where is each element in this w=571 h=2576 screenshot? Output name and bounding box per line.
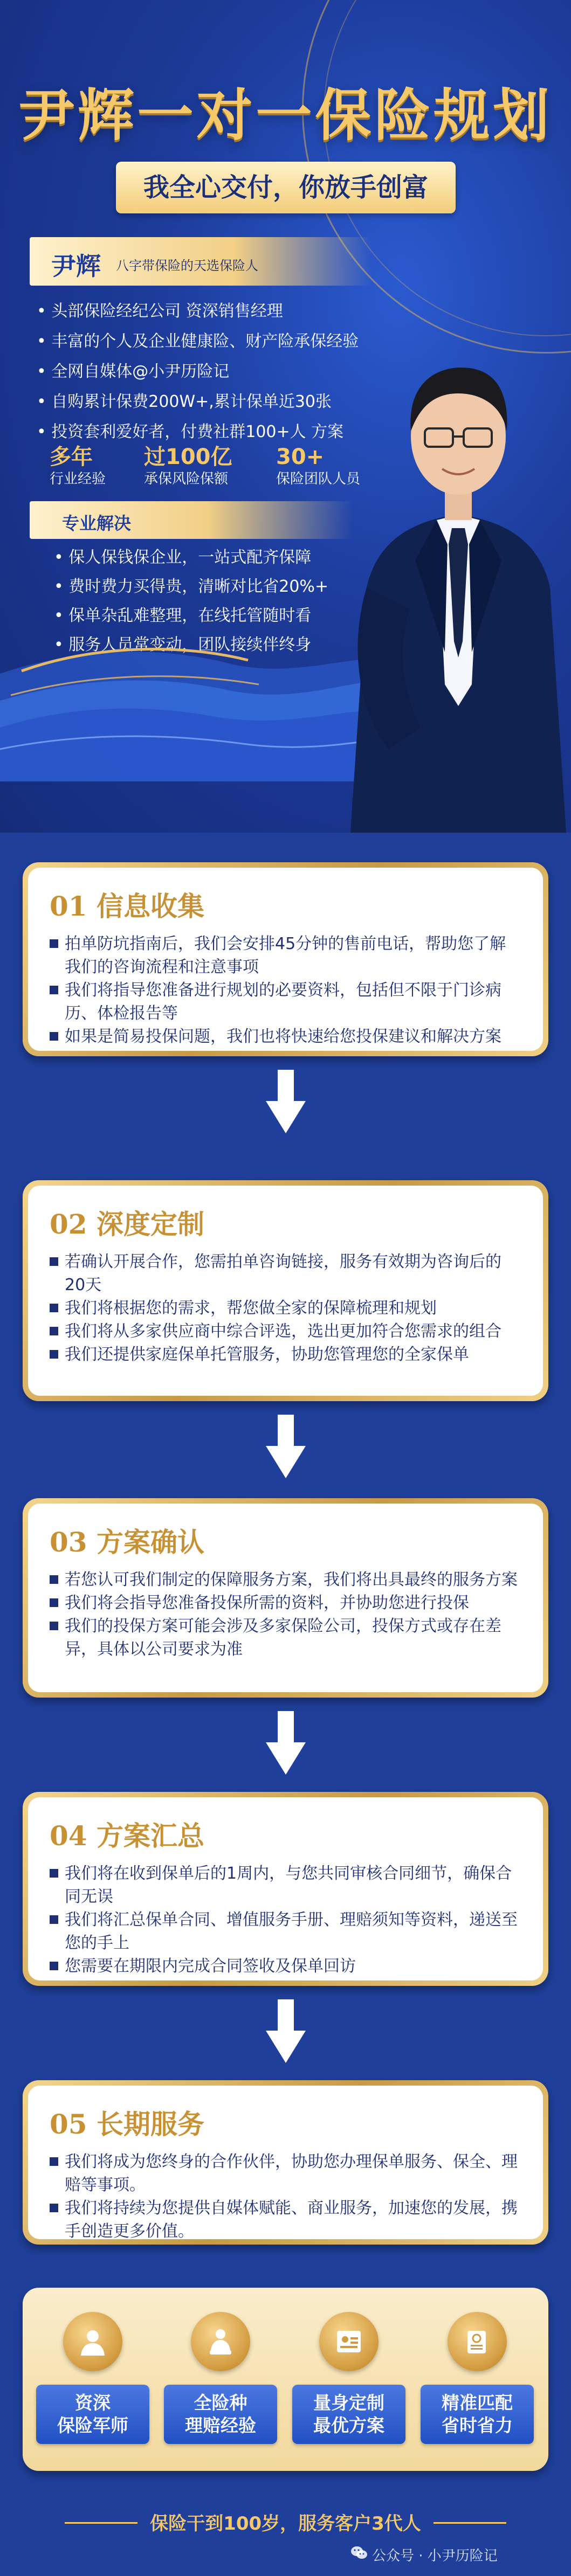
down-arrow-icon xyxy=(266,1415,306,1479)
step-card-05 xyxy=(23,2080,548,2245)
bio-item: • 投资套利爱好者，付费社群100+人 方案 xyxy=(37,417,382,447)
advisor-name: 尹辉 xyxy=(51,252,101,281)
stat-number: 过100亿 xyxy=(144,445,232,469)
step-title: 03 方案确认 xyxy=(50,1526,204,1558)
stat-label: 保险团队人员 xyxy=(276,471,361,487)
plan-icon xyxy=(319,2312,379,2371)
step-card-02 xyxy=(23,1180,548,1401)
stat-label: 行业经验 xyxy=(50,471,106,487)
bio-item: • 全网自媒体@小尹历险记 xyxy=(37,357,382,387)
feature-label: 保险军师 xyxy=(57,2415,128,2436)
advisor-tagline: 八字带保险的天选保险人 xyxy=(116,258,258,273)
step-points xyxy=(50,1568,521,1661)
feature-label: 理赔经验 xyxy=(185,2415,256,2436)
pro-item: • 服务人员常变动，团队接续伴终身 xyxy=(54,631,377,660)
step-card-body xyxy=(28,868,543,1051)
down-arrow-icon xyxy=(266,1711,306,1776)
feature-label-box xyxy=(36,2385,149,2444)
pro-solution-title: 专业解决 xyxy=(62,513,132,534)
step-point: 我们的投保方案可能会涉及多家保险公司，投保方式或存在差异，具体以公司要求为准 xyxy=(50,1615,521,1661)
step-point: 若您认可我们制定的保障服务方案，我们将出具最终的服务方案 xyxy=(50,1568,521,1591)
down-arrow-icon xyxy=(266,1070,306,1134)
stat-coverage xyxy=(144,445,232,489)
step-card-body xyxy=(28,1186,543,1396)
step-point: 我们还提供家庭保单托管服务，协助您管理您的全家保单 xyxy=(50,1343,521,1366)
feature-label: 量身定制 xyxy=(313,2392,384,2413)
slogan-banner xyxy=(116,162,456,213)
feature-label-box xyxy=(164,2385,277,2444)
wechat-icon xyxy=(350,2545,368,2561)
stats-row xyxy=(50,445,384,493)
feature-claims xyxy=(164,2312,277,2452)
step-title: 01 信息收集 xyxy=(50,890,204,922)
feature-label: 省时省力 xyxy=(442,2415,513,2436)
step-title: 05 长期服务 xyxy=(50,2108,204,2140)
footer-motto: 保险干到100岁，服务客户3代人 xyxy=(150,2513,421,2535)
bio-item: • 头部保险经纪公司 资深销售经理 xyxy=(37,296,382,327)
pro-item: • 费时费力买得贵，清晰对比省20%+ xyxy=(54,572,377,601)
step-point: 我们将汇总保单合同、增值服务手册、理赔须知等资料，递送至您的手上 xyxy=(50,1908,521,1955)
step-point: 您需要在期限内完成合同签收及保单回访 xyxy=(50,1955,521,1978)
page-title: 尹辉一对一保险规划 xyxy=(18,82,553,148)
step-point: 我们将成为您终身的合作伙伴，协助您办理保单服务、保全、理赔等事项。 xyxy=(50,2150,521,2197)
feature-advisor xyxy=(36,2312,149,2452)
step-points xyxy=(50,1862,521,1978)
stat-number: 30+ xyxy=(276,445,325,469)
feature-label: 最优方案 xyxy=(313,2415,384,2436)
pro-item: • 保人保钱保企业，一站式配齐保障 xyxy=(54,543,377,572)
down-arrow-icon xyxy=(266,1999,306,2064)
step-card-01 xyxy=(23,862,548,1056)
step-point: 我们将根据您的需求，帮您做全家的保障梳理和规划 xyxy=(50,1297,521,1320)
stat-experience xyxy=(50,445,106,489)
advisor-bio-list xyxy=(37,296,382,447)
footer-divider xyxy=(434,2522,506,2524)
feature-label: 精准匹配 xyxy=(442,2392,513,2413)
step-point: 如果是简易投保问题，我们也将快速给您投保建议和解决方案 xyxy=(50,1025,521,1048)
feature-plan xyxy=(292,2312,405,2452)
step-title: 04 方案汇总 xyxy=(50,1820,204,1852)
stat-number: 多年 xyxy=(50,445,93,469)
step-point: 我们将持续为您提供自媒体赋能、商业服务，加速您的发展，携手创造更多价值。 xyxy=(50,2197,521,2243)
watermark-text: 公众号 · 小尹历险记 xyxy=(372,2548,498,2564)
step-card-04 xyxy=(23,1792,548,1986)
match-icon xyxy=(448,2312,507,2371)
pro-solution-banner xyxy=(30,501,353,539)
step-point: 拍单防坑指南后，我们会安排45分钟的售前电话，帮助您了解我们的咨询流程和注意事项 xyxy=(50,932,521,979)
bio-item: • 丰富的个人及企业健康险、财产险承保经验 xyxy=(37,327,382,357)
stat-label: 承保风险保额 xyxy=(144,471,229,487)
step-point: 我们将会指导您准备投保所需的资料，并协助您进行投保 xyxy=(50,1591,521,1615)
feature-label: 资深 xyxy=(75,2392,111,2413)
features-panel xyxy=(23,2288,548,2471)
step-title: 02 深度定制 xyxy=(50,1208,204,1240)
pro-item: • 保单杂乱难整理，在线托管随时看 xyxy=(54,601,377,631)
feature-label-box xyxy=(292,2385,405,2444)
feature-label: 全险种 xyxy=(194,2392,247,2413)
slogan-text: 我全心交付，你放手创富 xyxy=(143,172,428,203)
step-points xyxy=(50,932,521,1048)
step-points xyxy=(50,2150,521,2243)
feature-label-box xyxy=(421,2385,534,2444)
advisor-icon xyxy=(63,2312,122,2371)
step-card-body xyxy=(28,1797,543,1981)
step-point: 我们将从多家供应商中综合评选，选出更加符合您需求的组合 xyxy=(50,1320,521,1343)
advisor-portrait xyxy=(345,307,571,833)
step-point: 若确认开展合作，您需拍单咨询链接，服务有效期为咨询后的20天 xyxy=(50,1250,521,1297)
step-point: 我们将在收到保单后的1周内，与您共同审核合同细节，确保合同无误 xyxy=(50,1862,521,1908)
step-points xyxy=(50,1250,521,1366)
hero-section xyxy=(0,0,571,833)
step-card-body xyxy=(28,1504,543,1692)
bio-item: • 自购累计保费200W+,累计保单近30张 xyxy=(37,387,382,417)
step-card-03 xyxy=(23,1498,548,1698)
name-banner xyxy=(30,237,372,286)
feature-match xyxy=(421,2312,534,2452)
step-card-body xyxy=(28,2086,543,2239)
step-point: 我们将指导您准备进行规划的必要资料，包括但不限于门诊病历、体检报告等 xyxy=(50,979,521,1025)
claims-icon xyxy=(191,2312,250,2371)
